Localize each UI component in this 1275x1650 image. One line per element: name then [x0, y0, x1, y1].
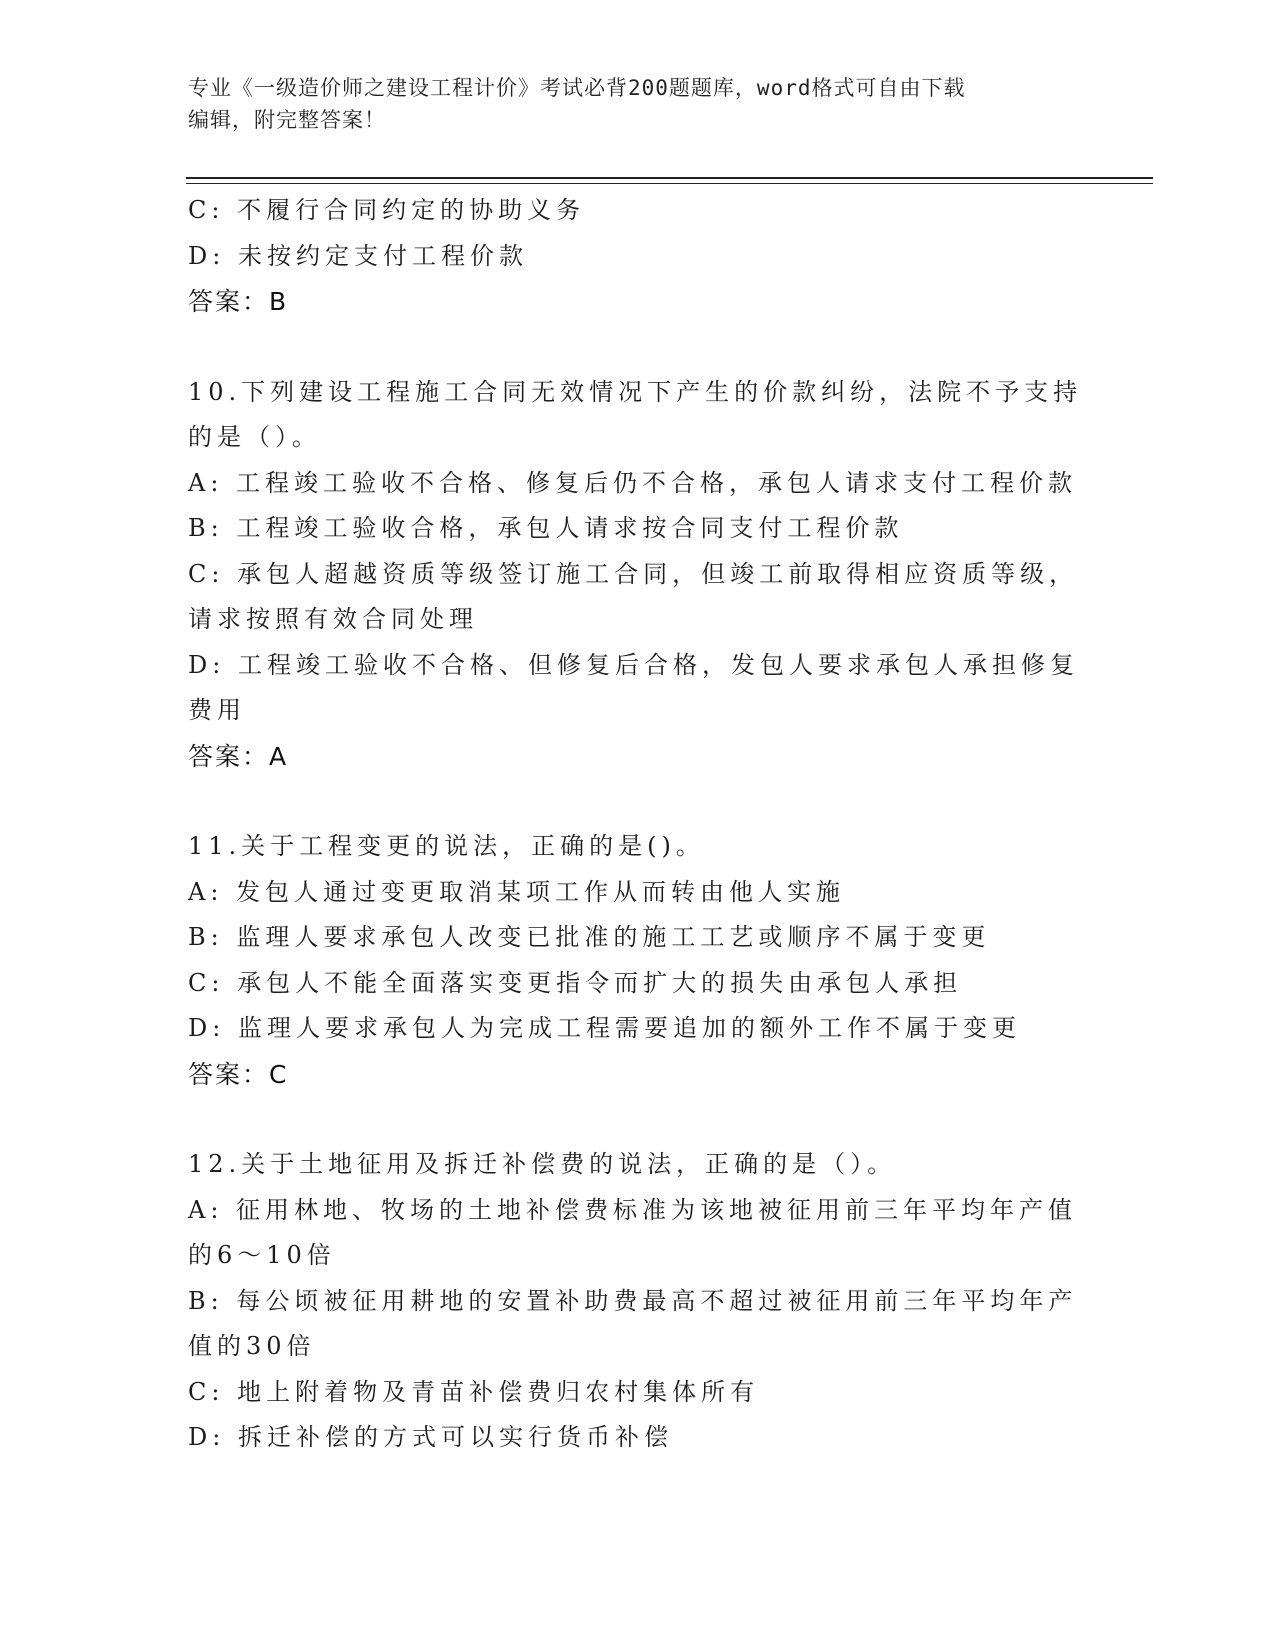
- option-line: B: 每公顷被征用耕地的安置补助费最高不超过被征用前三年平均年产: [188, 1286, 1078, 1315]
- option-line: D: 工程竣工验收不合格、但修复后合格，发包人要求承包人承担修复: [188, 650, 1079, 679]
- option-line: C: 承包人超越资质等级签订施工合同，但竣工前取得相应资质等级，: [188, 559, 1079, 588]
- option-line: D: 拆迁补偿的方式可以实行货币补偿: [188, 1423, 673, 1451]
- question-11: [188, 824, 1088, 1097]
- question-12: [188, 1142, 1088, 1461]
- option-line: 值的30倍: [188, 1332, 316, 1360]
- header-line-1: 专业《一级造价师之建设工程计价》考试必背200题题库，word格式可自由下载: [188, 76, 966, 100]
- option-line: A: 发包人通过变更取消某项工作从而转由他人实施: [188, 877, 846, 906]
- carryover-question: [188, 188, 1088, 325]
- question-stem: 的是（）。: [188, 423, 321, 451]
- option-line: D: 未按约定支付工程价款: [188, 241, 528, 270]
- answer-line: 答案：B: [188, 287, 289, 316]
- option-line: 费用: [188, 696, 246, 724]
- question-stem: 11.关于工程变更的说法，正确的是()。: [188, 832, 705, 860]
- option-line: B: 工程竣工验收合格，承包人请求按合同支付工程价款: [188, 514, 904, 542]
- header-rule-thick: [186, 177, 1153, 179]
- option-line: A: 征用林地、牧场的土地补偿费标准为该地被征用前三年平均年产值: [188, 1195, 1078, 1224]
- answer-line: 答案：A: [188, 741, 289, 771]
- option-line: 请求按照有效合同处理: [188, 605, 478, 633]
- question-stem: 12.关于土地征用及拆迁补偿费的说法，正确的是（）。: [188, 1150, 897, 1178]
- question-stem: 10.下列建设工程施工合同无效情况下产生的价款纠纷，法院不予支持: [188, 377, 1083, 406]
- document-body: [188, 188, 1088, 1461]
- option-line: B: 监理人要求承包人改变已批准的施工工艺或顺序不属于变更: [188, 923, 991, 951]
- option-line: C: 承包人不能全面落实变更指令而扩大的损失由承包人承担: [188, 968, 963, 997]
- option-line: C: 地上附着物及青苗补偿费归农村集体所有: [188, 1377, 760, 1406]
- option-line: C: 不履行合同约定的协助义务: [188, 196, 586, 224]
- option-line: D: 监理人要求承包人为完成工程需要追加的额外工作不属于变更: [188, 1014, 1021, 1042]
- question-10: [188, 370, 1088, 780]
- page-header: [188, 72, 1088, 136]
- option-line: 的6～10倍: [188, 1241, 336, 1269]
- answer-line: 答案：C: [188, 1059, 289, 1089]
- option-line: A: 工程竣工验收不合格、修复后仍不合格，承包人请求支付工程价款: [188, 468, 1078, 497]
- header-line-2: 编辑，附完整答案！: [188, 108, 386, 132]
- header-rule-thin: [186, 183, 1153, 184]
